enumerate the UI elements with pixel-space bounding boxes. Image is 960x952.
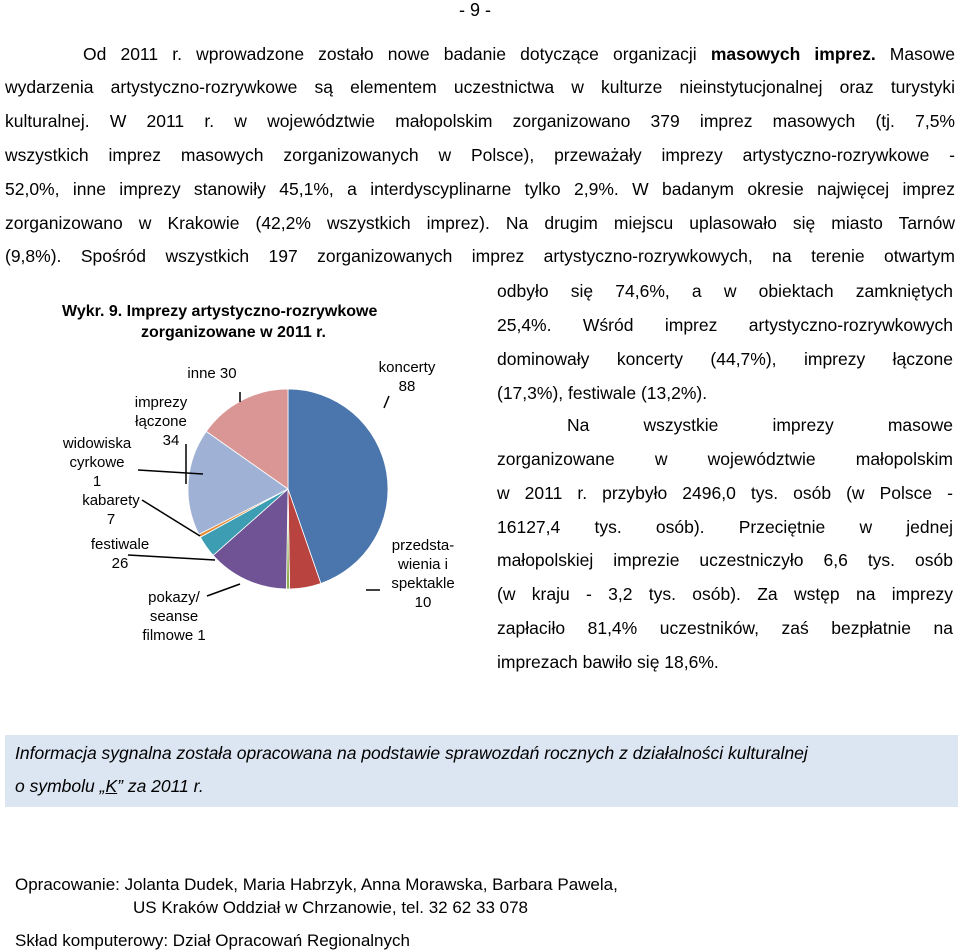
right-line: 16127,4 tys. osób). Przeciętnie w jednej bbox=[497, 517, 953, 537]
intro-line-5: 52,0%, inne imprezy stanowiły 45,1%, a interdyscyplinarne tylko 2,9%. W badanym okresie najwięcej imprez bbox=[5, 179, 955, 199]
intro-line-3: kulturalnej. W 2011 r. w województwie małopolskim zorganizowano 379 imprez masowych (tj. 7,5% bbox=[5, 111, 955, 131]
slice-label-kabarety bbox=[74, 491, 148, 529]
right-line: zorganizowane w województwie małopolskim bbox=[497, 449, 953, 469]
slice-label-text: łączone bbox=[135, 413, 187, 430]
pie-slices bbox=[188, 389, 388, 589]
footer-office: US Kraków Oddział w Chrzanowie, tel. 32 62 33 078 bbox=[133, 898, 528, 917]
right-line: Na wszystkie imprezy masowe bbox=[567, 415, 953, 435]
slice-label-value: 26 bbox=[111, 555, 129, 572]
chart-title-line-1: Wykr. 9. Imprezy artystyczno-rozrywkowe bbox=[62, 303, 378, 320]
intro-line-1-text: Od 2011 r. wprowadzone zostało nowe badanie dotyczące organizacji bbox=[83, 44, 711, 64]
slice-label-text: widowiska bbox=[62, 435, 132, 452]
slice-label-przedstawienia bbox=[380, 536, 466, 612]
right-line: (17,3%), festiwale (13,2%). bbox=[497, 383, 708, 403]
footer-authors: Opracowanie: Jolanta Dudek, Maria Habrzyk, Anna Morawska, Barbara Pawela, bbox=[15, 875, 618, 894]
slice-label-value: filmowe 1 bbox=[142, 627, 206, 644]
intro-line-1-rest: Masowe bbox=[875, 44, 955, 64]
chart-title-line-2: zorganizowane w 2011 r. bbox=[141, 324, 326, 341]
intro-line-7: (9,8%). Spośród wszystkich 197 zorganizowanych imprez artystyczno-rozrywkowych, na terenie otwartym bbox=[5, 246, 955, 266]
slice-label-text: pokazy/ bbox=[148, 589, 200, 606]
slice-label-value: 34 bbox=[162, 432, 180, 449]
slice-label-text: inne 30 bbox=[187, 365, 237, 382]
slice-label-inne bbox=[180, 364, 244, 383]
right-line: w 2011 r. przybyło 2496,0 tys. osób (w Polsce - bbox=[497, 483, 953, 503]
slice-label-koncerty bbox=[366, 358, 448, 396]
intro-line-4: wszystkich imprez masowych zorganizowanych w Polsce), przeważały imprezy artystyczno-rozrywkowe - bbox=[5, 145, 955, 165]
slice-label-text: przedsta- bbox=[391, 537, 455, 554]
slice-label-text: imprezy bbox=[134, 394, 188, 411]
right-line: 25,4%. Wśród imprez artystyczno-rozrywkowych bbox=[497, 315, 953, 335]
info-line-2 bbox=[15, 776, 204, 797]
info-line-2-text: o symbolu „ bbox=[15, 776, 106, 796]
slice-label-pokazy bbox=[132, 588, 216, 645]
right-line: dominowały koncerty (44,7%), imprezy łączone bbox=[497, 349, 953, 369]
info-symbol: K bbox=[105, 776, 118, 796]
slice-label-widowiska-cyrkowe bbox=[54, 434, 140, 491]
right-line: imprezach bawiło się 18,6%. bbox=[497, 652, 719, 672]
right-line: małopolskiej imprezie uczestniczyło 6,6 tys. osób bbox=[497, 550, 953, 570]
slice-label-value: 7 bbox=[106, 511, 116, 528]
slice-label-text: kabarety bbox=[82, 492, 140, 509]
slice-label-text: seanse bbox=[149, 608, 199, 625]
leader-line bbox=[384, 396, 389, 408]
info-line-2-rest: ” za 2011 r. bbox=[117, 776, 204, 796]
slice-label-text: spektakle bbox=[391, 575, 455, 592]
intro-line-6: zorganizowano w Krakowie (42,2% wszystkich imprez). Na drugim miejscu uplasowało się miasto Tarnów bbox=[5, 213, 955, 233]
slice-label-text: festiwale bbox=[90, 536, 150, 553]
right-line: odbyło się 74,6%, a w obiektach zamkniętych bbox=[497, 281, 953, 301]
intro-line-1-bold: masowych imprez. bbox=[710, 44, 876, 64]
slice-label-value: 10 bbox=[414, 594, 432, 611]
slice-label-festiwale bbox=[82, 535, 158, 573]
slice-label-value: 88 bbox=[398, 378, 416, 395]
slice-label-text: koncerty bbox=[378, 359, 436, 376]
right-line: (w kraju - 3,2 tys. osób). Za wstęp na imprezy bbox=[497, 584, 953, 604]
right-line: zapłaciło 81,4% uczestników, zaś bezpłatnie na bbox=[497, 618, 953, 638]
slice-label-text: cyrkowe bbox=[69, 454, 125, 471]
footer-typesetting: Skład komputerowy: Dział Opracowań Regionalnych bbox=[15, 931, 410, 950]
slice-label-value: 1 bbox=[92, 473, 102, 490]
info-line-1: Informacja sygnalna została opracowana na podstawie sprawozdań rocznych z działalności kulturalnej bbox=[15, 743, 808, 763]
page-number: - 9 - bbox=[459, 0, 492, 20]
intro-line-2: wydarzenia artystyczno-rozrywkowe są elementem uczestnictwa w kulturze nieinstytucjonalnej oraz turystyki bbox=[5, 77, 955, 97]
slice-label-text: wienia i bbox=[397, 556, 449, 573]
